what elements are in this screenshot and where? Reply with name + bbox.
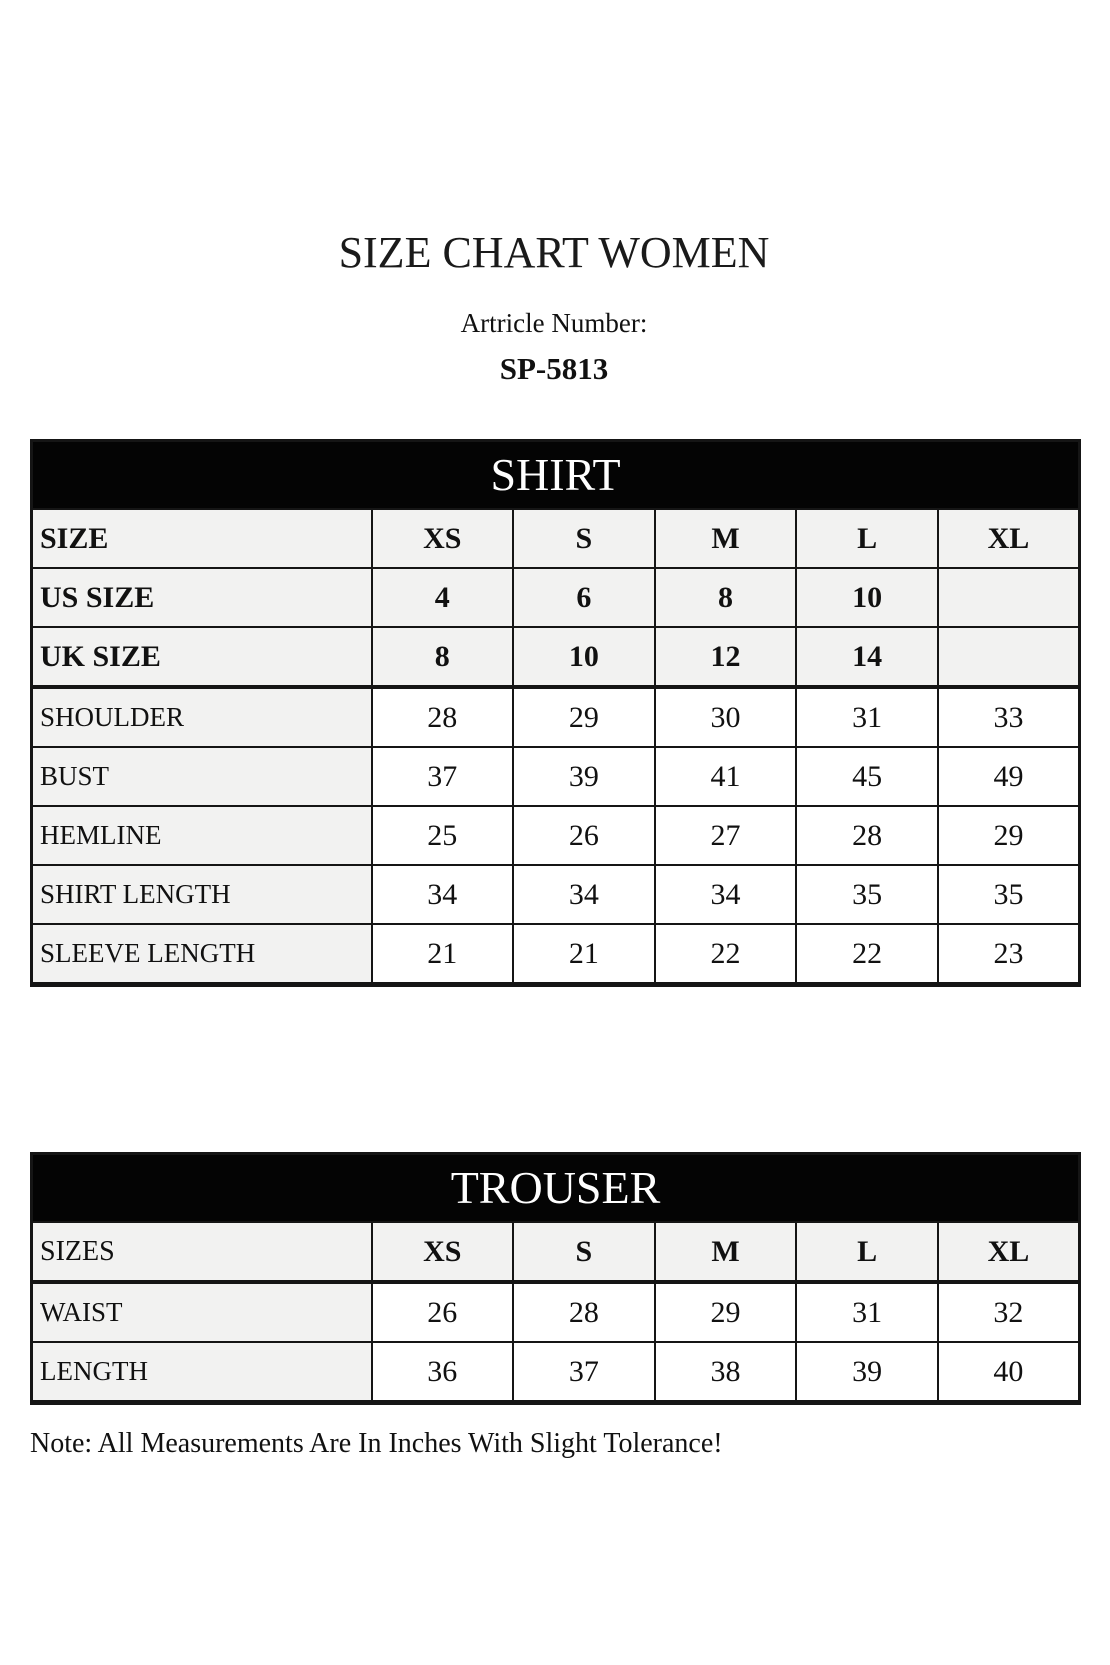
size-value-cell: 26: [513, 806, 655, 865]
size-value-cell: 33: [938, 687, 1080, 747]
size-value-cell: 29: [655, 1282, 797, 1342]
size-value-cell: 22: [655, 924, 797, 985]
size-value-cell: 34: [513, 865, 655, 924]
row-label: UK SIZE: [32, 627, 372, 687]
size-value-cell: 14: [796, 627, 938, 687]
size-value-cell: 26: [372, 1282, 514, 1342]
size-chart-document: [30, 0, 1078, 1460]
trouser-table-title: TROUSER: [32, 1154, 1080, 1223]
row-label: US SIZE: [32, 568, 372, 627]
size-value-cell: XS: [372, 1222, 514, 1282]
table-row: [32, 865, 1080, 924]
shirt-table-title: SHIRT: [32, 441, 1080, 510]
size-value-cell: 23: [938, 924, 1080, 985]
size-value-cell: 34: [372, 865, 514, 924]
shirt-size-table: [30, 439, 1081, 987]
size-value-cell: 36: [372, 1342, 514, 1403]
size-value-cell: 10: [513, 627, 655, 687]
table-row: [32, 1222, 1080, 1282]
size-value-cell: 4: [372, 568, 514, 627]
size-value-cell: M: [655, 509, 797, 568]
table-row: [32, 509, 1080, 568]
article-number-value: SP-5813: [499, 351, 609, 387]
size-value-cell: 35: [796, 865, 938, 924]
row-label: LENGTH: [32, 1342, 372, 1403]
table-row: [32, 806, 1080, 865]
table-row: [32, 1342, 1080, 1403]
size-value-cell: 25: [372, 806, 514, 865]
size-value-cell: S: [513, 509, 655, 568]
size-value-cell: 40: [938, 1342, 1080, 1403]
size-value-cell: 45: [796, 747, 938, 806]
row-label: SIZES: [32, 1222, 372, 1282]
size-value-cell: 10: [796, 568, 938, 627]
size-value-cell: 30: [655, 687, 797, 747]
size-value-cell: 28: [372, 687, 514, 747]
article-number-label: Artricle Number:: [460, 307, 648, 338]
size-value-cell: M: [655, 1222, 797, 1282]
size-value-cell: 29: [513, 687, 655, 747]
size-value-cell: 34: [655, 865, 797, 924]
table-row: [32, 924, 1080, 985]
table-row: [32, 1282, 1080, 1342]
row-label: SLEEVE LENGTH: [32, 924, 372, 985]
size-value-cell: 41: [655, 747, 797, 806]
table-row: [32, 568, 1080, 627]
table-row: [32, 627, 1080, 687]
size-value-cell: 37: [372, 747, 514, 806]
size-value-cell: 6: [513, 568, 655, 627]
size-value-cell: 38: [655, 1342, 797, 1403]
size-value-cell: 39: [513, 747, 655, 806]
size-value-cell: 31: [796, 1282, 938, 1342]
table-banner-row: [32, 1154, 1080, 1223]
size-value-cell: L: [796, 509, 938, 568]
size-value-cell: 29: [938, 806, 1080, 865]
row-label: SHIRT LENGTH: [32, 865, 372, 924]
size-value-cell: XL: [938, 1222, 1080, 1282]
size-value-cell: 22: [796, 924, 938, 985]
table-row: [32, 687, 1080, 747]
row-label: HEMLINE: [32, 806, 372, 865]
size-value-cell: 32: [938, 1282, 1080, 1342]
size-value-cell: 39: [796, 1342, 938, 1403]
size-value-cell: S: [513, 1222, 655, 1282]
size-value-cell: 8: [655, 568, 797, 627]
measurement-note: Note: All Measurements Are In Inches With Slight Tolerance!: [30, 1428, 723, 1460]
size-value-cell: 21: [513, 924, 655, 985]
size-value-cell: 8: [372, 627, 514, 687]
size-value-cell: 35: [938, 865, 1080, 924]
size-value-cell: 49: [938, 747, 1080, 806]
size-value-cell: [938, 568, 1080, 627]
page-title: SIZE CHART WOMEN: [338, 228, 770, 277]
table-banner-row: [32, 441, 1080, 510]
size-value-cell: 31: [796, 687, 938, 747]
size-value-cell: [938, 627, 1080, 687]
size-value-cell: XS: [372, 509, 514, 568]
row-label: SIZE: [32, 509, 372, 568]
size-value-cell: 28: [796, 806, 938, 865]
size-value-cell: 37: [513, 1342, 655, 1403]
size-value-cell: 21: [372, 924, 514, 985]
size-value-cell: L: [796, 1222, 938, 1282]
row-label: SHOULDER: [32, 687, 372, 747]
size-value-cell: 12: [655, 627, 797, 687]
trouser-size-table: [30, 1152, 1081, 1405]
row-label: BUST: [32, 747, 372, 806]
size-value-cell: 28: [513, 1282, 655, 1342]
table-row: [32, 747, 1080, 806]
size-value-cell: 27: [655, 806, 797, 865]
row-label: WAIST: [32, 1282, 372, 1342]
size-value-cell: XL: [938, 509, 1080, 568]
